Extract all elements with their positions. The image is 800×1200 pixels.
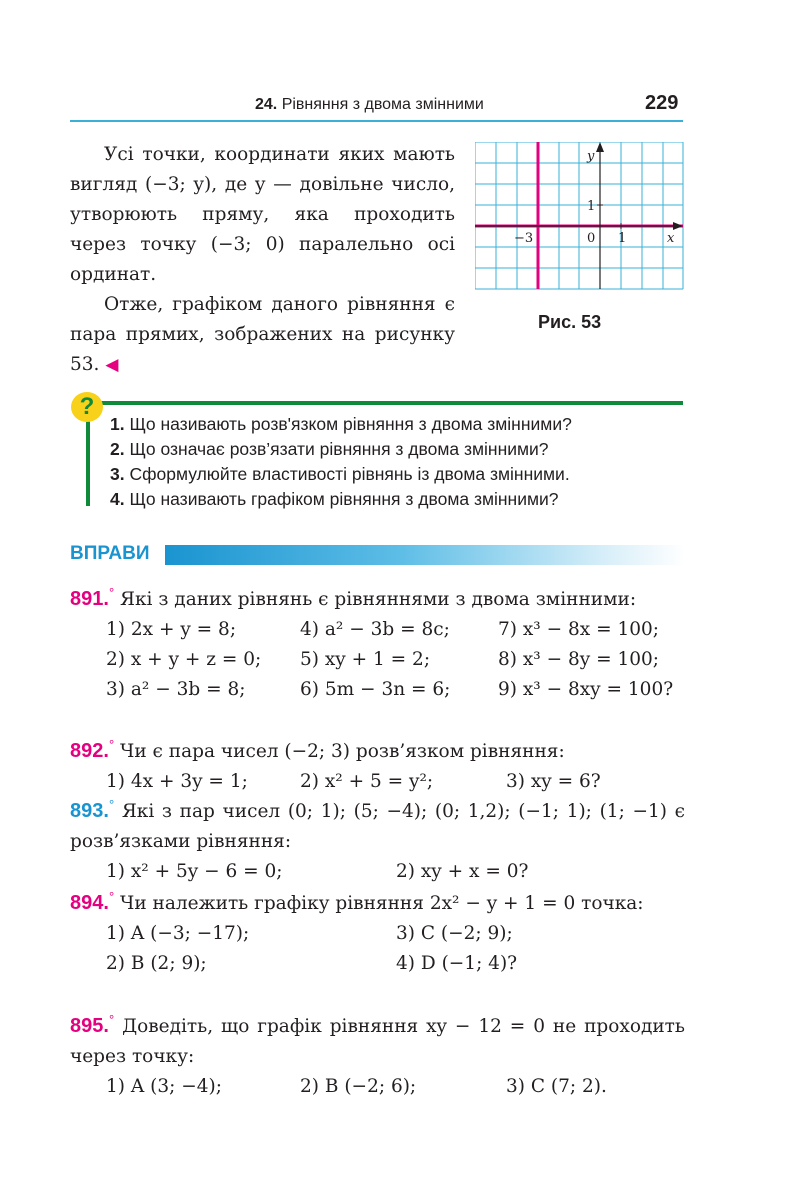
exercise-text: Які з пар чисел (0; 1); (5; −4); (0; 1,2); (−1; 1); (1; −1) є розв’язками рівняння:	[70, 801, 685, 852]
exercise-row: 1) 4x + 3y = 1; 2) x² + 5 = y²; 3) xy = 6?	[106, 771, 601, 792]
exercise-text: Які з даних рівнянь є рівняннями з двома змінними:	[120, 589, 637, 610]
exercise-row: 2) B (2; 9); 4) D (−1; 4)?	[106, 953, 518, 974]
origin-label: 0	[587, 231, 596, 246]
exercise-895	[70, 1005, 685, 1102]
exercise-number: 893.	[70, 800, 109, 822]
exercise-892	[70, 730, 685, 797]
intro-text	[70, 140, 455, 380]
exercise-894	[70, 882, 685, 979]
exercise-row: 1) x² + 5y − 6 = 0; 2) xy + x = 0?	[106, 861, 529, 882]
exercises-heading-bar	[165, 545, 685, 565]
question-item: 4. Що називають графіком рівняння з двома змінними?	[110, 489, 559, 509]
difficulty-mark: °	[108, 889, 115, 904]
exercise-number: 894.	[70, 892, 109, 914]
exercise-number: 895.	[70, 1015, 109, 1037]
question-mark-icon: ?	[71, 392, 103, 422]
exercise-text: Доведіть, що графік рівняння xy − 12 = 0 не проходить через точку:	[70, 1016, 685, 1067]
x-tick-neg3-label: −3	[514, 231, 534, 246]
questions-top-rule	[86, 401, 683, 405]
difficulty-mark: °	[108, 585, 115, 600]
intro-paragraph-1: Усі точки, координати яких мають вигляд (−3; y), де y — довільне число, утворюють пряму, яка проходить через точку (−3; 0) паралельно осі ординат.	[70, 144, 455, 285]
difficulty-mark: °	[108, 797, 115, 812]
intro-paragraph-2-text: Отже, графіком даного рівняння є пара прямих, зображених на рисунку 53.	[70, 294, 455, 375]
y-axis-label: y	[587, 149, 595, 164]
question-item: 3. Сформулюйте властивості рівнянь із двома змінними.	[110, 464, 570, 484]
difficulty-mark: °	[108, 737, 115, 752]
exercises-heading: ВПРАВИ	[70, 543, 150, 564]
exercise-row: 1) 2x + y = 8; 4) a² − 3b = 8c; 7) x³ − 8x = 100;	[106, 619, 659, 640]
exercise-number: 892.	[70, 740, 109, 762]
y-tick-1-label: 1	[587, 199, 596, 214]
exercise-row: 1) A (3; −4); 2) B (−2; 6); 3) C (7; 2).	[106, 1076, 607, 1097]
x-tick-1-label: 1	[618, 231, 627, 246]
question-item: 2. Що означає розв’язати рівняння з двома змінними?	[110, 439, 549, 459]
section-number: 24.	[255, 96, 278, 113]
exercise-893	[70, 790, 685, 887]
exercise-891	[70, 578, 685, 705]
x-axis-arrow-icon	[673, 222, 683, 230]
exercise-row: 2) x + y + z = 0; 5) xy + 1 = 2; 8) x³ − 8y = 100;	[106, 649, 660, 670]
intro-paragraph-2	[70, 290, 455, 380]
running-header	[255, 96, 484, 114]
difficulty-mark: °	[108, 1012, 115, 1027]
figure-caption: Рис. 53	[538, 312, 602, 332]
header-rule	[70, 120, 683, 122]
exercise-number: 891.	[70, 588, 109, 610]
exercise-row: 1) A (−3; −17); 3) C (−2; 9);	[106, 923, 513, 944]
end-of-solution-marker: ◀	[105, 355, 119, 375]
question-item: 1. Що називають розв'язком рівняння з двома змінними?	[110, 414, 572, 434]
review-questions	[110, 412, 572, 512]
exercise-text: Чи належить графіку рівняння 2x² − y + 1 = 0 точка:	[120, 893, 644, 914]
figure-53	[475, 142, 685, 296]
page-number: 229	[645, 92, 679, 114]
coordinate-grid	[475, 142, 685, 292]
exercise-text: Чи є пара чисел (−2; 3) розв’язком рівняння:	[120, 741, 565, 762]
section-title: Рівняння з двома змінними	[281, 96, 484, 113]
y-axis-arrow-icon	[596, 142, 604, 152]
x-axis-label: x	[667, 231, 675, 246]
exercise-row: 3) a² − 3b = 8; 6) 5m − 3n = 6; 9) x³ − 8xy = 100?	[106, 679, 674, 700]
